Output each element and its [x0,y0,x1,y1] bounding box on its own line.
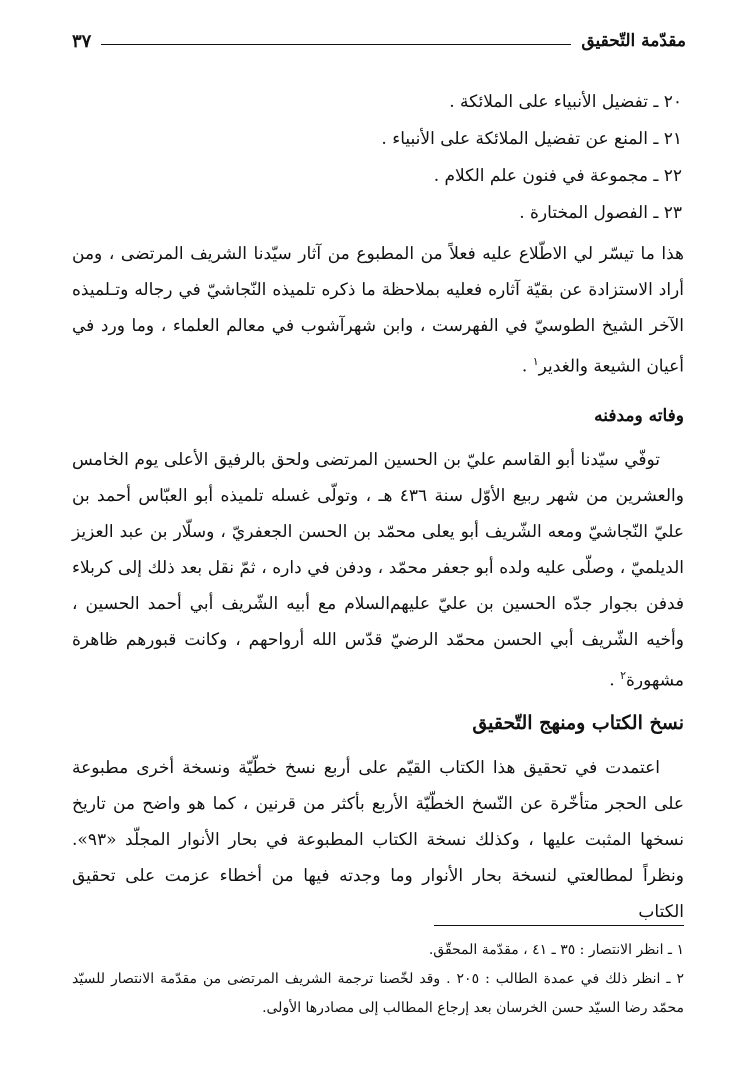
running-header [72,26,686,56]
works-list [80,84,682,232]
paragraph-text: هذا ما تيسّر لي الاطّلاع عليه فعلاً من المطبوع من آثار سيّدنا الشريف المرتضى ، ومن أراد الاستزادة عن بقيّة آثاره فعليه بملاحظة ما ذكره تلميذه النّجاشيّ في رجاله وتـلميذه الآخر الشيخ الطوسيّ في الفهرست ، وابن شهرآشوب في معالم العلماء ، وما ورد في أعيان الشيعة والغدير [72,244,684,377]
list-item: ٢١ ـ المنع عن تفضيل الملائكة على الأنبياء . [381,129,682,149]
footnote-ref[interactable]: ٢ [620,669,626,682]
header-rule [101,44,571,45]
paragraph-death [72,442,684,699]
footnote-ref[interactable]: ١ [532,355,539,368]
footnote-item: ٢ ـ انظر ذلك في عمدة الطالب : ٢٠٥ . وقد لخّصنا ترجمة الشريف المرتضى من مقدّمة الانتصار للسيّد محمّد رضا السيّد حسن الخرسان بعد إرجاع المطالب إلى مصادرها الأولى. [72,971,684,1016]
list-item: ٢٢ ـ مجموعة في فنون علم الكلام . [433,166,682,186]
paragraph-end: . [609,670,621,691]
paragraph-end: . [521,356,533,377]
footnote-item: ١ ـ انظر الانتصار : ٣٥ ـ ٤١ ، مقدّمة المحقّق. [428,942,684,958]
section-heading-death: وفاته ومدفنه [594,406,684,426]
paragraph-text: توفّي سيّدنا أبو القاسم عليّ بن الحسين المرتضى ولحق بالرفيق الأعلى يوم الخامس والعشرين من شهر ربيع الأوّل سنة ٤٣٦ هـ ، وتولّى غسله تلميذه أبو العبّاس أحمد بن عليّ النّجاشيّ ومعه الشّريف أبو يعلى محمّد بن الحسن الجعفريّ ، وسلّار بن عبد العزيز الديلميّ ، وصلّى عليه ولده أبو جعفر محمّد ، ودفن في داره ، ثمّ نقل بعد ذلك إلى كربلاء فدفن بجوار جدّه الحسين بن عليّ عليهم‌السلام مع أبيه الشّريف أبي أحمد الحسين ، وأخيه الشّريف أبي الحسن محمّد الرضيّ قدّس الله أرواحهم ، وكانت قبورهم ظاهرة مشهورة [72,450,684,691]
header-title: مقدّمة التّحقيق [581,31,686,51]
footnote-divider [434,925,684,926]
page-number: ٣٧ [72,30,92,52]
paragraph-manuscripts [72,750,684,930]
list-item: ٢٠ ـ تفضيل الأنبياء على الملائكة . [449,92,682,112]
footnotes [72,936,684,1023]
paragraph-works [72,236,684,385]
paragraph-text: اعتمدت في تحقيق هذا الكتاب القيّم على أربع نسخ خطّيّة ونسخة أخرى مطبوعة على الحجر متأخّرة عن النّسخ الخطّيّة الأربع بأكثر من قرنين ، كما هو واضح من تاريخ نسخها المثبت عليها ، وكذلك نسخة الكتاب المطبوعة في بحار الأنوار المجلّد «٩٣». ونظراً لمطالعتي لنسخة بحار الأنوار وما وجدته فيها من أخطاء عزمت على تحقيق الكتاب [72,758,684,922]
list-item: ٢٣ ـ الفصول المختارة . [519,203,682,223]
section-heading-manuscripts: نسخ الكتاب ومنهج التّحقيق [472,712,684,734]
